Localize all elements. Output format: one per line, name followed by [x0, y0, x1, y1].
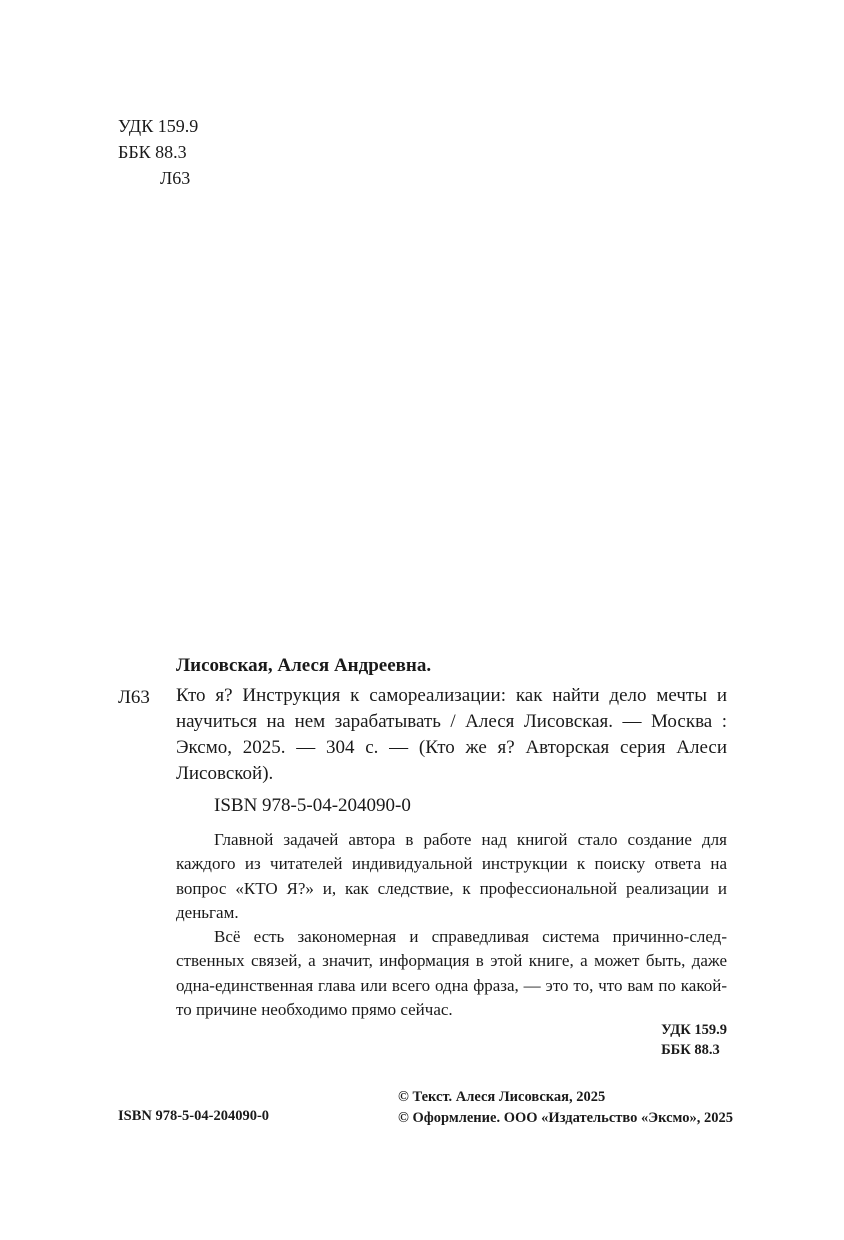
annotation: [176, 828, 727, 1022]
footer-isbn: ISBN 978-5-04-204090-0: [118, 1108, 270, 1124]
classification-codes: [118, 113, 198, 191]
copyright-text: © Текст. Алеся Лисовская, 2025: [398, 1089, 606, 1105]
copyright-design: © Оформление. ООО «Издательство «Эксмо», 2025: [398, 1110, 733, 1126]
footer-bbk: ББК 88.3: [661, 1042, 720, 1058]
annotation-paragraph: Всё есть закономерная и справедливая система причинно-следственных связей, а значит, информация в этой книге, а может быть, даже одна-единственная глава или всего одна фраза, — это то, что вам по какой-то причине необходимо прямо сейчас.: [176, 927, 727, 1020]
isbn-main: ISBN 978-5-04-204090-0: [214, 795, 411, 816]
footer-codes: [661, 1020, 727, 1060]
bbk-code: ББК 88.3: [118, 142, 187, 162]
footer-udk: УДК 159.9: [661, 1022, 727, 1038]
author-sign: Л63: [160, 168, 191, 188]
udk-code: УДК 159.9: [118, 116, 199, 136]
entry-author-sign: Л63: [118, 687, 150, 708]
author-heading: Лисовская, Алеся Андреевна.: [176, 655, 432, 676]
copyright-block: [398, 1087, 733, 1129]
annotation-paragraph: Главной задачей автора в работе над книгой стало создание для каждого из читателей индивидуальной инструкции к поиску ответа на вопрос «КТО Я?» и, как следствие, к профессиональной реализации и деньгам.: [176, 830, 727, 922]
bibliographic-description: Кто я? Инструкция к самореализации: как найти дело мечты и научиться на нем зарабатывать / Алеся Лисовская. — Москва : Эксмо, 2025. — 304 с. — (Кто же я? Авторская серия Алеси Лисовской).: [176, 685, 727, 784]
